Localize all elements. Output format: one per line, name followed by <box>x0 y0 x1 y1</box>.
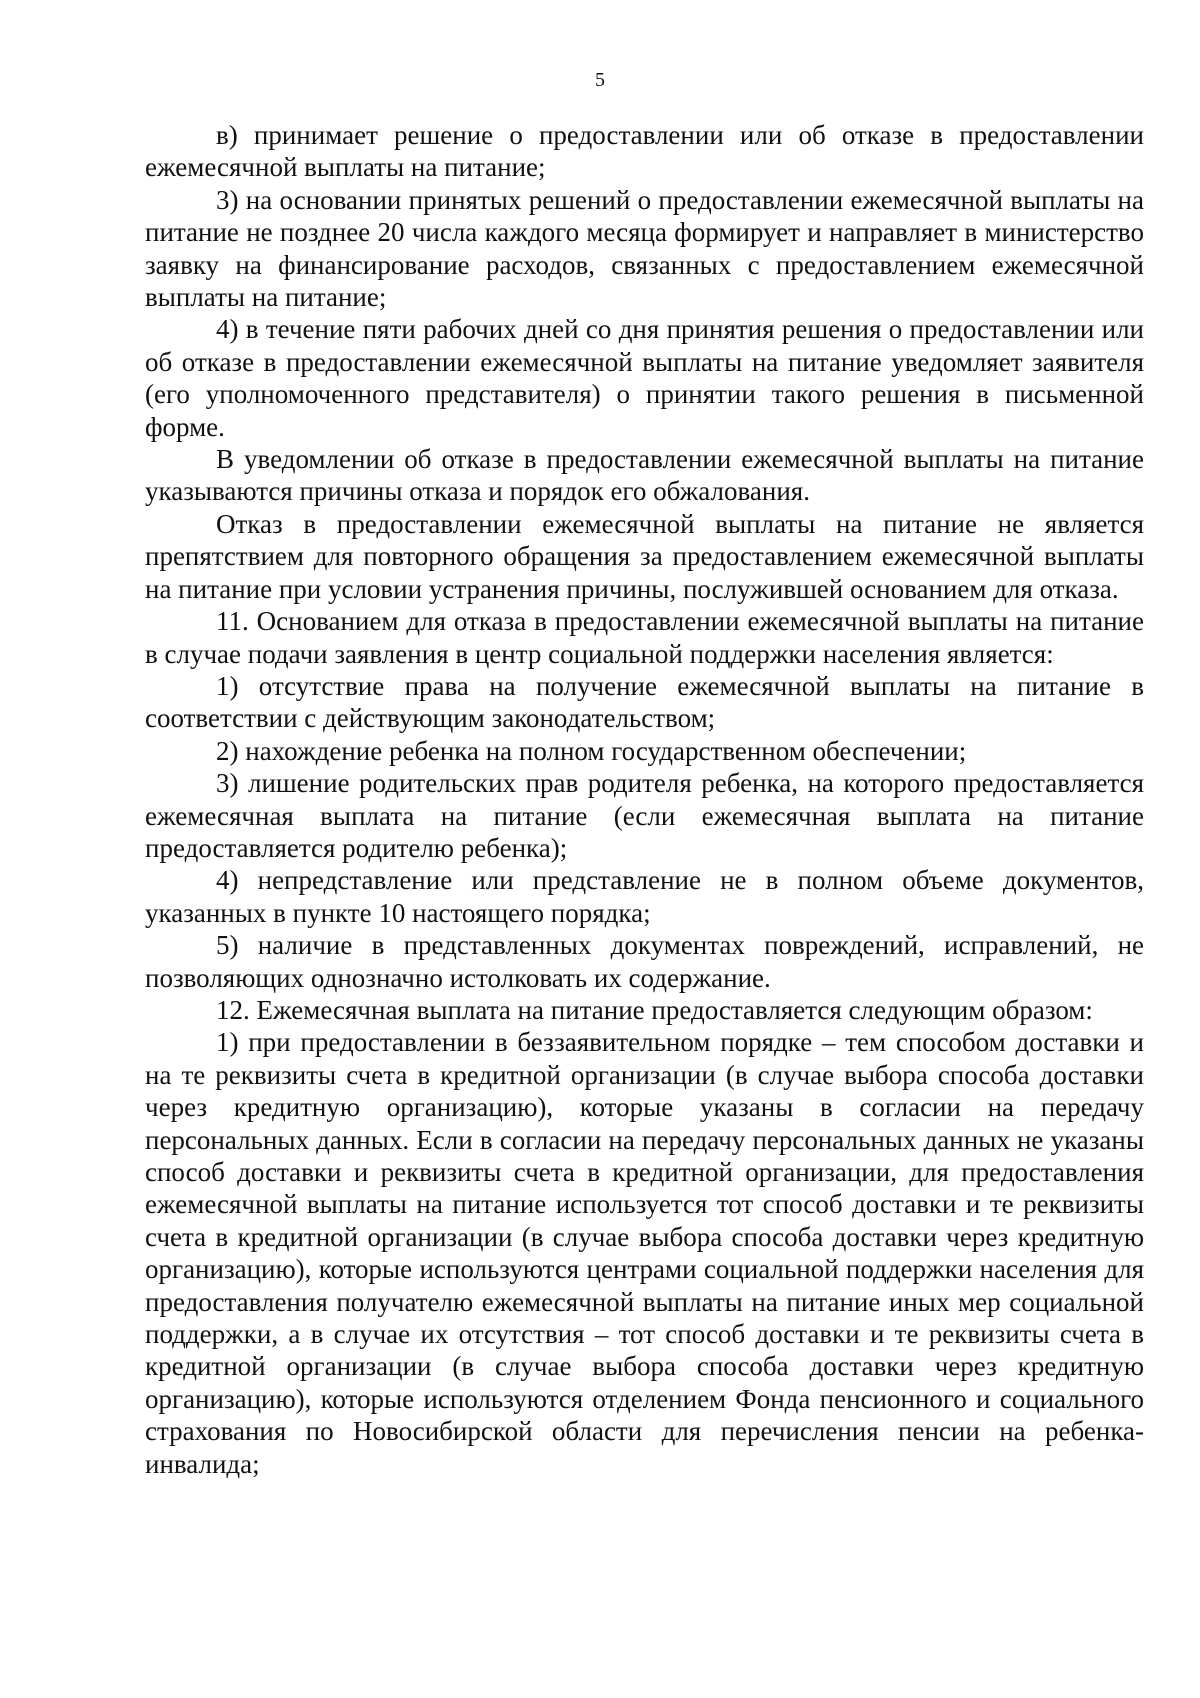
paragraph: В уведомлении об отказе в предоставлении ежемесячной выплаты на питание указываются причины отказа и порядок его обжалования. <box>145 444 1144 507</box>
paragraph: 12. Ежемесячная выплата на питание предоставляется следующим образом: <box>216 994 1093 1025</box>
paragraph: 2) нахождение ребенка на полном государственном обеспечении; <box>216 735 967 766</box>
paragraph: Отказ в предоставлении ежемесячной выплаты на питание не является препятствием для повторного обращения за предоставлением ежемесячной выплаты на питание при условии устранения причины, послужившей основанием для отказа. <box>145 508 1144 604</box>
paragraph: 5) наличие в представленных документах повреждений, исправлений, не позволяющих однозначно истолковать их содержание. <box>145 930 1144 993</box>
paragraph: в) принимает решение о предоставлении или об отказе в предоставлении ежемесячной выплаты на питание; <box>145 120 1144 183</box>
paragraph: 3) лишение родительских прав родителя ребенка, на которого предоставляется ежемесячная выплата на питание (если ежемесячная выплата на питание предоставляется родителю ребенка); <box>145 768 1144 863</box>
paragraph: 11. Основанием для отказа в предоставлении ежемесячной выплаты на питание в случае подачи заявления в центр социальной поддержки населения является: <box>145 606 1144 669</box>
paragraph: 4) в течение пяти рабочих дней со дня принятия решения о предоставлении или об отказе в предоставлении ежемесячной выплаты на питание уведомляет заявителя (его уполномоченного представителя) о принятии такого решения в письменной форме. <box>145 314 1144 442</box>
paragraph: 4) непредставление или представление не в полном объеме документов, указанных в пункте 10 настоящего порядка; <box>145 865 1144 928</box>
paragraph: 3) на основании принятых решений о предоставлении ежемесячной выплаты на питание не позднее 20 числа каждого месяца формирует и направляет в министерство заявку на финансирование расходов, связанных с предоставлением ежемесячной выплаты на питание; <box>145 184 1144 313</box>
page-number: 5 <box>595 69 605 91</box>
paragraph: 1) отсутствие права на получение ежемесячной выплаты на питание в соответствии с действующим законодательством; <box>145 670 1144 734</box>
document-body <box>145 119 1144 1480</box>
paragraph: 1) при предоставлении в беззаявительном порядке – тем способом доставки и на те реквизиты счета в кредитной организации (в случае выбора способа доставки через кредитную организацию), которые указаны в согласии на передачу персональных данных. Если в согласии на передачу персональных данных не указаны способ доставки и реквизиты счета в кредитной организации, для предоставления ежемесячной выплаты на питание используется тот способ доставки и те реквизиты счета в кредитной организации (в случае выбора способа доставки через кредитную организацию), которые используются центрами социальной поддержки населения для предоставления получателю ежемесячной выплаты на питание иных мер социальной поддержки, а в случае их отсутствия – тот способ доставки и те реквизиты счета в кредитной организации (в случае выбора способа доставки через кредитную организацию), которые используются отделением Фонда пенсионного и социального страхования по Новосибирской области для перечисления пенсии на ребенка-инвалида; <box>145 1027 1144 1479</box>
